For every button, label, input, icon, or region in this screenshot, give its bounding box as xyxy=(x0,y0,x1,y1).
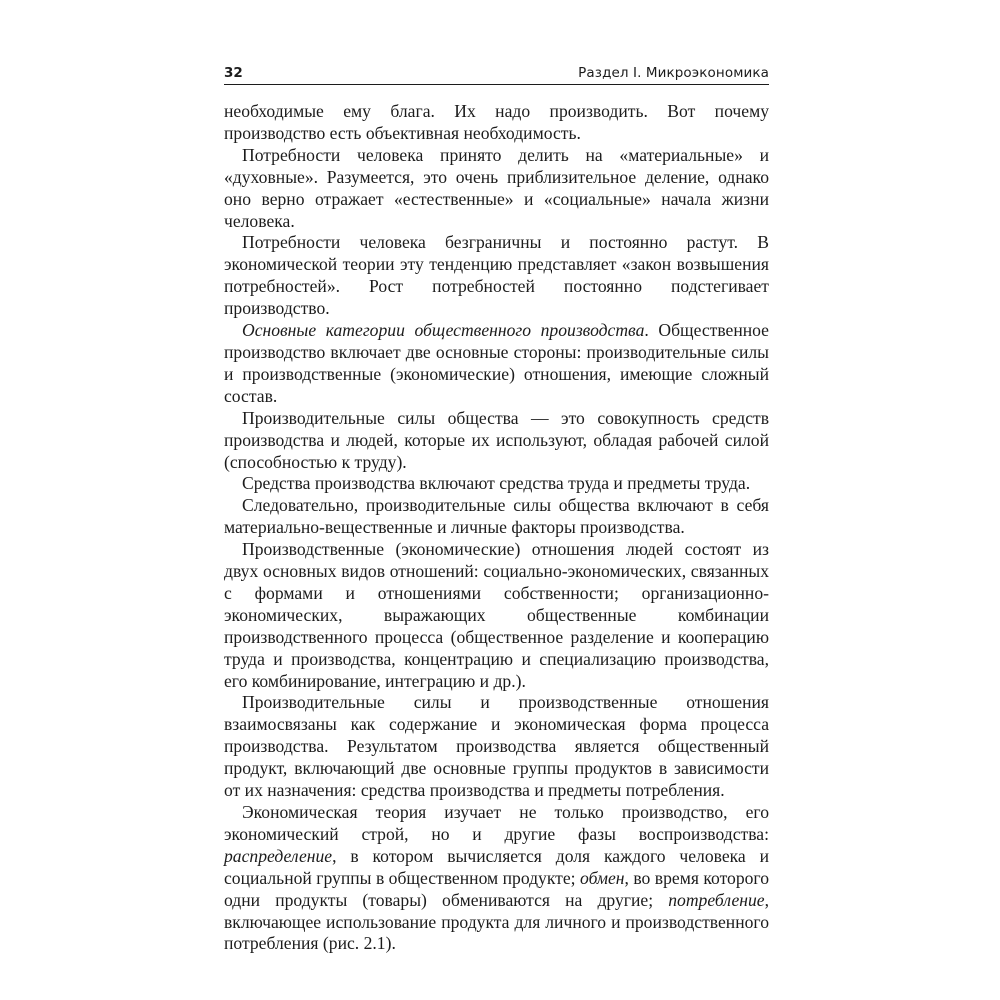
italic-term: распределение xyxy=(224,845,333,866)
paragraph-text: Производительные силы общества — это совокупность средств производства и людей, которые их используют, обладая рабочей силой (способностью к труду). xyxy=(224,407,769,472)
paragraph-text: Средства производства включают средства труда и предметы труда. xyxy=(242,473,751,494)
paragraph xyxy=(224,408,769,474)
book-page xyxy=(224,58,769,955)
paragraph-text: Производственные (экономические) отношения людей состоят из двух основных видов отношений: социально-экономических, связанных с формами и отношениями собственности; организационно-экономических, выражающих общественные комбинации производственного процесса (общественное разделение и кооперацию труда и производства, концентрацию и специализацию производства, его комбинирование, интеграцию и др.). xyxy=(224,539,769,691)
paragraph-text: Следовательно, производительные силы общества включают в себя материально-вещественные и личные факторы производства. xyxy=(224,495,769,538)
paragraph-text: . Общественное производство включает две основные стороны: производительные силы и производственные (экономические) отношения, имеющие сложный состав. xyxy=(224,320,769,406)
paragraph xyxy=(224,101,769,145)
running-header xyxy=(224,58,769,85)
paragraph-text: , во время которого одни продукты (товары) обмениваются на другие; xyxy=(224,867,769,910)
paragraph xyxy=(224,232,769,320)
paragraph-text: необходимые ему блага. Их надо производить. Вот почему производство есть объективная необходимость. xyxy=(224,101,769,143)
paragraph xyxy=(224,539,769,692)
paragraph xyxy=(224,145,769,233)
paragraph-text: Потребности человека безграничны и постоянно растут. В экономической теории эту тенденцию представляет «закон возвышения потребностей». Рост потребностей постоянно подстегивает производство. xyxy=(224,232,769,319)
section-title: Раздел I. Микроэкономика xyxy=(578,65,769,81)
body-text xyxy=(224,101,769,955)
paragraph xyxy=(224,495,769,539)
italic-term: обмен xyxy=(580,867,625,888)
paragraph-text: , в котором вычисляется доля каждого человека и социальной группы в общественном продукте; xyxy=(224,845,769,888)
paragraph-text: Потребности человека принято делить на «материальные» и «духовные». Разумеется, это очень приблизительное деление, однако оно верно отражает «естественные» и «социальные» начала жизни человека. xyxy=(224,144,769,231)
paragraph xyxy=(224,473,769,495)
page-number: 32 xyxy=(224,65,243,81)
paragraph xyxy=(224,692,769,802)
paragraph xyxy=(224,802,769,955)
italic-term: потребление xyxy=(668,889,765,910)
paragraph-text: , включающее использование продукта для личного и производственного потребления (рис. 2.1). xyxy=(224,889,769,954)
paragraph xyxy=(224,320,769,408)
paragraph-text: Производительные силы и производственные отношения взаимосвязаны как содержание и экономическая форма процесса производства. Результатом производства является общественный продукт, включающий две основные группы продуктов в зависимости от их назначения: средства производства и предметы потребления. xyxy=(224,692,769,801)
italic-term: Основные категории общественного производства xyxy=(242,320,645,341)
paragraph-text: Экономическая теория изучает не только производство, его экономический строй, но и другие фазы воспроизводства: xyxy=(224,802,769,844)
